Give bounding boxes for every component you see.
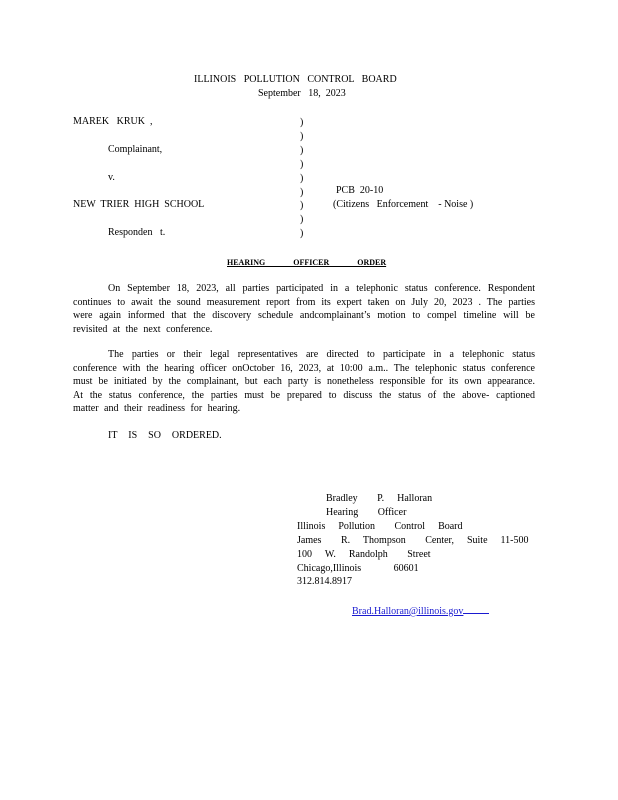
- body-paragraph: The parties or their legal representatives are directed to participate in a telephonic status conference with the hearing officer onOctober 16, 2023, at 10:00 a.m.. The telephonic status conference must be initiated by the complainant, but each party is nonetheless responsible for its own appearance. At the status conference, the parties must be prepared to discuss the status of the above- captioned matter and their readiness for hearing.: [73, 349, 535, 415]
- phone-number: 312.814.8917: [297, 576, 352, 587]
- caption-paren: ): [300, 144, 304, 156]
- email-underline-tail: [463, 603, 489, 614]
- agency-heading: ILLINOIS POLLUTION CONTROL BOARD: [194, 74, 397, 85]
- caption-paren: ): [300, 200, 304, 212]
- email-link[interactable]: Brad.Halloran@illinois.gov: [352, 605, 464, 617]
- body-paragraph: On September 18, 2023, all parties participated in a telephonic status conference. Respondent continues to await the sound measurement report from its expert taken on July 20, 2023 . The parties were again informed that the discovery schedule andcomplainant’s motion to compel timeline will be revisited at the next conference.: [73, 283, 535, 335]
- signer-name: Bradley P. Halloran: [326, 493, 433, 504]
- signer-org: Illinois Pollution Control Board: [297, 521, 463, 532]
- caption-paren: ): [300, 228, 304, 240]
- email-row: [326, 589, 489, 633]
- address-line-2: 100 W. Randolph Street: [297, 549, 431, 560]
- complainant-role: Complainant,: [108, 144, 163, 155]
- case-number: PCB 20-10: [336, 185, 384, 196]
- caption-brackets: [300, 116, 310, 241]
- caption-paren: ): [300, 186, 304, 198]
- caption-paren: ): [300, 172, 304, 184]
- so-ordered: IT IS SO ORDERED.: [108, 430, 222, 441]
- respondent-name: NEW TRIER HIGH SCHOOL: [73, 199, 205, 210]
- respondent-role: Responden t.: [108, 227, 166, 238]
- versus-label: v.: [108, 172, 115, 183]
- order-date: September 18, 2023: [258, 88, 346, 99]
- order-title: HEARING OFFICER ORDER: [227, 258, 387, 267]
- address-city: Chicago,Illinois 60601: [297, 563, 419, 574]
- caption-paren: ): [300, 117, 304, 128]
- caption-paren: ): [300, 158, 304, 170]
- caption-paren: ): [300, 130, 304, 142]
- case-type: (Citizens Enforcement - Noise ): [333, 199, 474, 210]
- complainant-name: MAREK KRUK ,: [73, 116, 153, 127]
- address-line-1: James R. Thompson Center, Suite 11-500: [297, 535, 529, 546]
- signer-title: Hearing Officer: [326, 507, 407, 518]
- caption-paren: ): [300, 214, 304, 226]
